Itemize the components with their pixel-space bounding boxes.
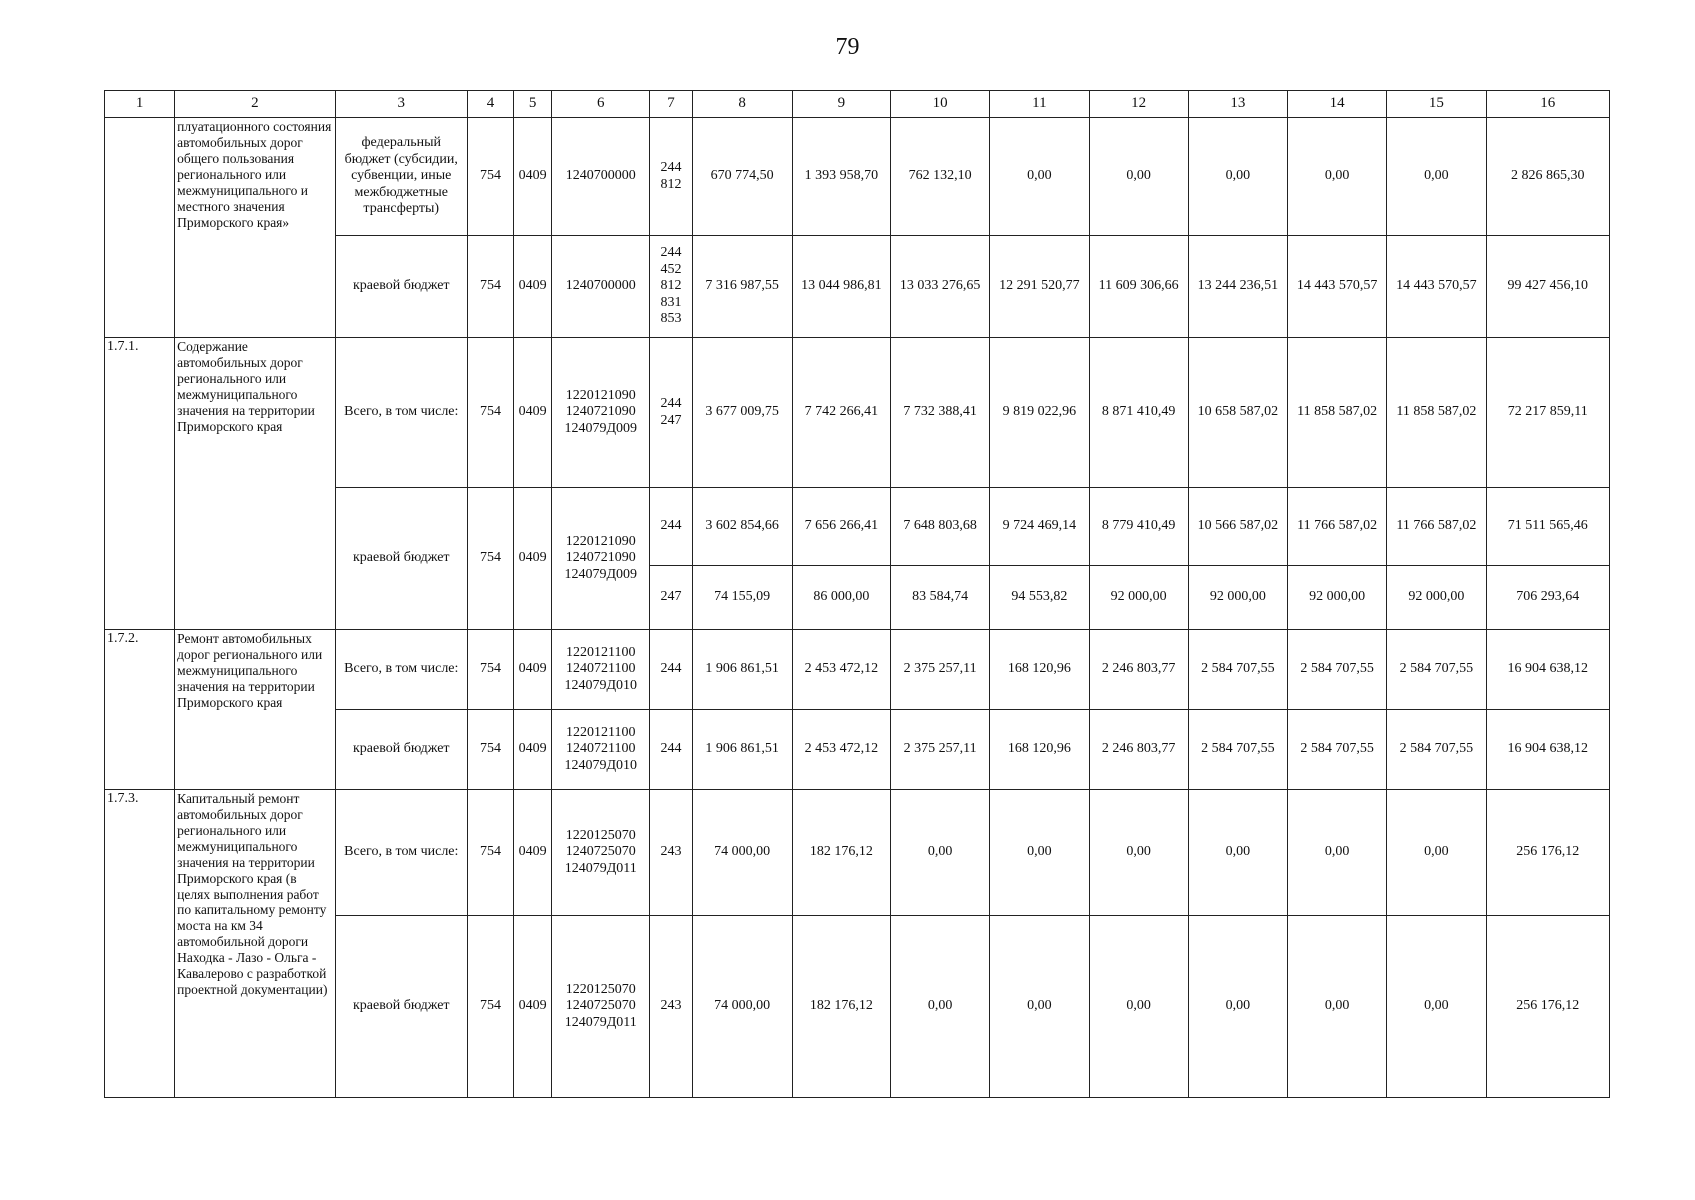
amount-cell: 16 904 638,12 — [1486, 710, 1609, 790]
amount-cell: 71 511 565,46 — [1486, 488, 1609, 566]
table-row — [105, 630, 1610, 710]
amount-cell: 2 375 257,11 — [891, 630, 990, 710]
table-row — [105, 118, 1610, 236]
amount-cell: 2 584 707,55 — [1387, 710, 1486, 790]
code-754: 754 — [467, 236, 513, 338]
amount-cell: 0,00 — [1188, 118, 1287, 236]
table-row — [105, 790, 1610, 916]
amount-cell: 74 000,00 — [692, 916, 792, 1098]
amount-cell: 8 871 410,49 — [1089, 338, 1188, 488]
page-number: 79 — [835, 34, 860, 60]
column-header: 14 — [1288, 91, 1387, 118]
amount-cell: 3 677 009,75 — [692, 338, 792, 488]
amount-cell: 256 176,12 — [1486, 916, 1609, 1098]
funding-source: краевой бюджет — [335, 488, 467, 630]
amount-cell: 2 246 803,77 — [1089, 630, 1188, 710]
amount-cell: 256 176,12 — [1486, 790, 1609, 916]
target-code: 1220125070 1240725070 124079Д011 — [552, 790, 650, 916]
amount-cell: 0,00 — [990, 118, 1089, 236]
row-index — [105, 118, 175, 338]
amount-cell: 0,00 — [1089, 118, 1188, 236]
column-header: 1 — [105, 91, 175, 118]
amount-cell: 8 779 410,49 — [1089, 488, 1188, 566]
code-0409: 0409 — [514, 916, 552, 1098]
column-header: 5 — [514, 91, 552, 118]
funding-source: краевой бюджет — [335, 236, 467, 338]
amount-cell: 0,00 — [1387, 916, 1486, 1098]
target-code: 1220121100 1240721100 124079Д010 — [552, 630, 650, 710]
amount-cell: 0,00 — [1288, 916, 1387, 1098]
amount-cell: 0,00 — [1089, 916, 1188, 1098]
code-754: 754 — [467, 790, 513, 916]
target-code: 1220121090 1240721090 124079Д009 — [552, 488, 650, 630]
header-row — [105, 91, 1610, 118]
code-754: 754 — [467, 710, 513, 790]
code-7: 244 — [650, 488, 692, 566]
amount-cell: 13 244 236,51 — [1188, 236, 1287, 338]
amount-cell: 168 120,96 — [990, 710, 1089, 790]
column-header: 16 — [1486, 91, 1609, 118]
funding-source: федеральный бюджет (субсидии, субвенции, иные межбюджетные трансферты) — [335, 118, 467, 236]
amount-cell: 182 176,12 — [792, 916, 890, 1098]
amount-cell: 182 176,12 — [792, 790, 890, 916]
amount-cell: 2 453 472,12 — [792, 710, 890, 790]
amount-cell: 706 293,64 — [1486, 566, 1609, 630]
column-header: 10 — [891, 91, 990, 118]
amount-cell: 2 246 803,77 — [1089, 710, 1188, 790]
column-header: 6 — [552, 91, 650, 118]
amount-cell: 2 375 257,11 — [891, 710, 990, 790]
amount-cell: 10 566 587,02 — [1188, 488, 1287, 566]
target-code: 1220125070 1240725070 124079Д011 — [552, 916, 650, 1098]
code-754: 754 — [467, 916, 513, 1098]
amount-cell: 1 393 958,70 — [792, 118, 890, 236]
amount-cell: 168 120,96 — [990, 630, 1089, 710]
amount-cell: 762 132,10 — [891, 118, 990, 236]
amount-cell: 92 000,00 — [1288, 566, 1387, 630]
funding-source: краевой бюджет — [335, 710, 467, 790]
row-description: плуатационного состояния автомобильных дорог общего пользования регионального или межмуниципального и местного значения Приморского края» — [175, 118, 335, 338]
amount-cell: 7 732 388,41 — [891, 338, 990, 488]
code-0409: 0409 — [514, 630, 552, 710]
target-code: 1220121100 1240721100 124079Д010 — [552, 710, 650, 790]
column-header: 3 — [335, 91, 467, 118]
code-7: 244 812 — [650, 118, 692, 236]
row-index: 1.7.3. — [105, 790, 175, 1098]
amount-cell: 7 648 803,68 — [891, 488, 990, 566]
amount-cell: 83 584,74 — [891, 566, 990, 630]
code-754: 754 — [467, 488, 513, 630]
target-code: 1240700000 — [552, 236, 650, 338]
funding-source: Всего, в том числе: — [335, 338, 467, 488]
amount-cell: 11 858 587,02 — [1288, 338, 1387, 488]
amount-cell: 2 584 707,55 — [1188, 630, 1287, 710]
code-7: 244 — [650, 710, 692, 790]
amount-cell: 0,00 — [891, 790, 990, 916]
amount-cell: 2 584 707,55 — [1288, 630, 1387, 710]
amount-cell: 11 766 587,02 — [1288, 488, 1387, 566]
amount-cell: 2 584 707,55 — [1288, 710, 1387, 790]
code-0409: 0409 — [514, 118, 552, 236]
column-header: 12 — [1089, 91, 1188, 118]
code-0409: 0409 — [514, 790, 552, 916]
amount-cell: 0,00 — [891, 916, 990, 1098]
amount-cell: 92 000,00 — [1188, 566, 1287, 630]
amount-cell: 7 656 266,41 — [792, 488, 890, 566]
code-7: 247 — [650, 566, 692, 630]
code-754: 754 — [467, 118, 513, 236]
amount-cell: 9 724 469,14 — [990, 488, 1089, 566]
amount-cell: 72 217 859,11 — [1486, 338, 1609, 488]
amount-cell: 2 826 865,30 — [1486, 118, 1609, 236]
code-0409: 0409 — [514, 338, 552, 488]
funding-source: краевой бюджет — [335, 916, 467, 1098]
amount-cell: 0,00 — [990, 916, 1089, 1098]
code-7: 243 — [650, 916, 692, 1098]
amount-cell: 2 584 707,55 — [1188, 710, 1287, 790]
row-description: Содержание автомобильных дорог регионального или межмуниципального значения на территории Приморского края — [175, 338, 335, 630]
code-754: 754 — [467, 630, 513, 710]
row-description: Ремонт автомобильных дорог регионального или межмуниципального значения на территории Приморского края — [175, 630, 335, 790]
amount-cell: 0,00 — [990, 790, 1089, 916]
amount-cell: 0,00 — [1089, 790, 1188, 916]
amount-cell: 74 000,00 — [692, 790, 792, 916]
amount-cell: 7 316 987,55 — [692, 236, 792, 338]
amount-cell: 1 906 861,51 — [692, 630, 792, 710]
column-header: 9 — [792, 91, 890, 118]
budget-table — [104, 90, 1610, 1098]
code-7: 244 247 — [650, 338, 692, 488]
target-code: 1220121090 1240721090 124079Д009 — [552, 338, 650, 488]
amount-cell: 11 609 306,66 — [1089, 236, 1188, 338]
code-7: 244 — [650, 630, 692, 710]
amount-cell: 0,00 — [1188, 916, 1287, 1098]
column-header: 8 — [692, 91, 792, 118]
amount-cell: 0,00 — [1288, 790, 1387, 916]
row-index: 1.7.2. — [105, 630, 175, 790]
amount-cell: 99 427 456,10 — [1486, 236, 1609, 338]
row-index: 1.7.1. — [105, 338, 175, 630]
amount-cell: 2 453 472,12 — [792, 630, 890, 710]
amount-cell: 2 584 707,55 — [1387, 630, 1486, 710]
code-7: 243 — [650, 790, 692, 916]
code-754: 754 — [467, 338, 513, 488]
code-0409: 0409 — [514, 710, 552, 790]
table-row — [105, 338, 1610, 488]
funding-source: Всего, в том числе: — [335, 630, 467, 710]
amount-cell: 92 000,00 — [1089, 566, 1188, 630]
column-header: 11 — [990, 91, 1089, 118]
column-header: 7 — [650, 91, 692, 118]
amount-cell: 16 904 638,12 — [1486, 630, 1609, 710]
amount-cell: 3 602 854,66 — [692, 488, 792, 566]
amount-cell: 0,00 — [1387, 790, 1486, 916]
code-0409: 0409 — [514, 236, 552, 338]
amount-cell: 12 291 520,77 — [990, 236, 1089, 338]
target-code: 1240700000 — [552, 118, 650, 236]
amount-cell: 74 155,09 — [692, 566, 792, 630]
code-7: 244 452 812 831 853 — [650, 236, 692, 338]
amount-cell: 86 000,00 — [792, 566, 890, 630]
amount-cell: 670 774,50 — [692, 118, 792, 236]
amount-cell: 0,00 — [1188, 790, 1287, 916]
column-header: 13 — [1188, 91, 1287, 118]
amount-cell: 0,00 — [1387, 118, 1486, 236]
amount-cell: 13 044 986,81 — [792, 236, 890, 338]
funding-source: Всего, в том числе: — [335, 790, 467, 916]
amount-cell: 7 742 266,41 — [792, 338, 890, 488]
amount-cell: 11 766 587,02 — [1387, 488, 1486, 566]
amount-cell: 94 553,82 — [990, 566, 1089, 630]
column-header: 2 — [175, 91, 335, 118]
amount-cell: 1 906 861,51 — [692, 710, 792, 790]
amount-cell: 9 819 022,96 — [990, 338, 1089, 488]
column-header: 4 — [467, 91, 513, 118]
amount-cell: 11 858 587,02 — [1387, 338, 1486, 488]
amount-cell: 92 000,00 — [1387, 566, 1486, 630]
row-description: Капитальный ремонт автомобильных дорог регионального или межмуниципального значения на территории Приморского края (в целях выполнения работ по капитальному ремонту моста на км 34 автомобильной дороги Находка - Лазо - Ольга - Кавалерово с разработкой проектной документации) — [175, 790, 335, 1098]
amount-cell: 14 443 570,57 — [1288, 236, 1387, 338]
amount-cell: 0,00 — [1288, 118, 1387, 236]
code-0409: 0409 — [514, 488, 552, 630]
amount-cell: 10 658 587,02 — [1188, 338, 1287, 488]
amount-cell: 13 033 276,65 — [891, 236, 990, 338]
amount-cell: 14 443 570,57 — [1387, 236, 1486, 338]
column-header: 15 — [1387, 91, 1486, 118]
